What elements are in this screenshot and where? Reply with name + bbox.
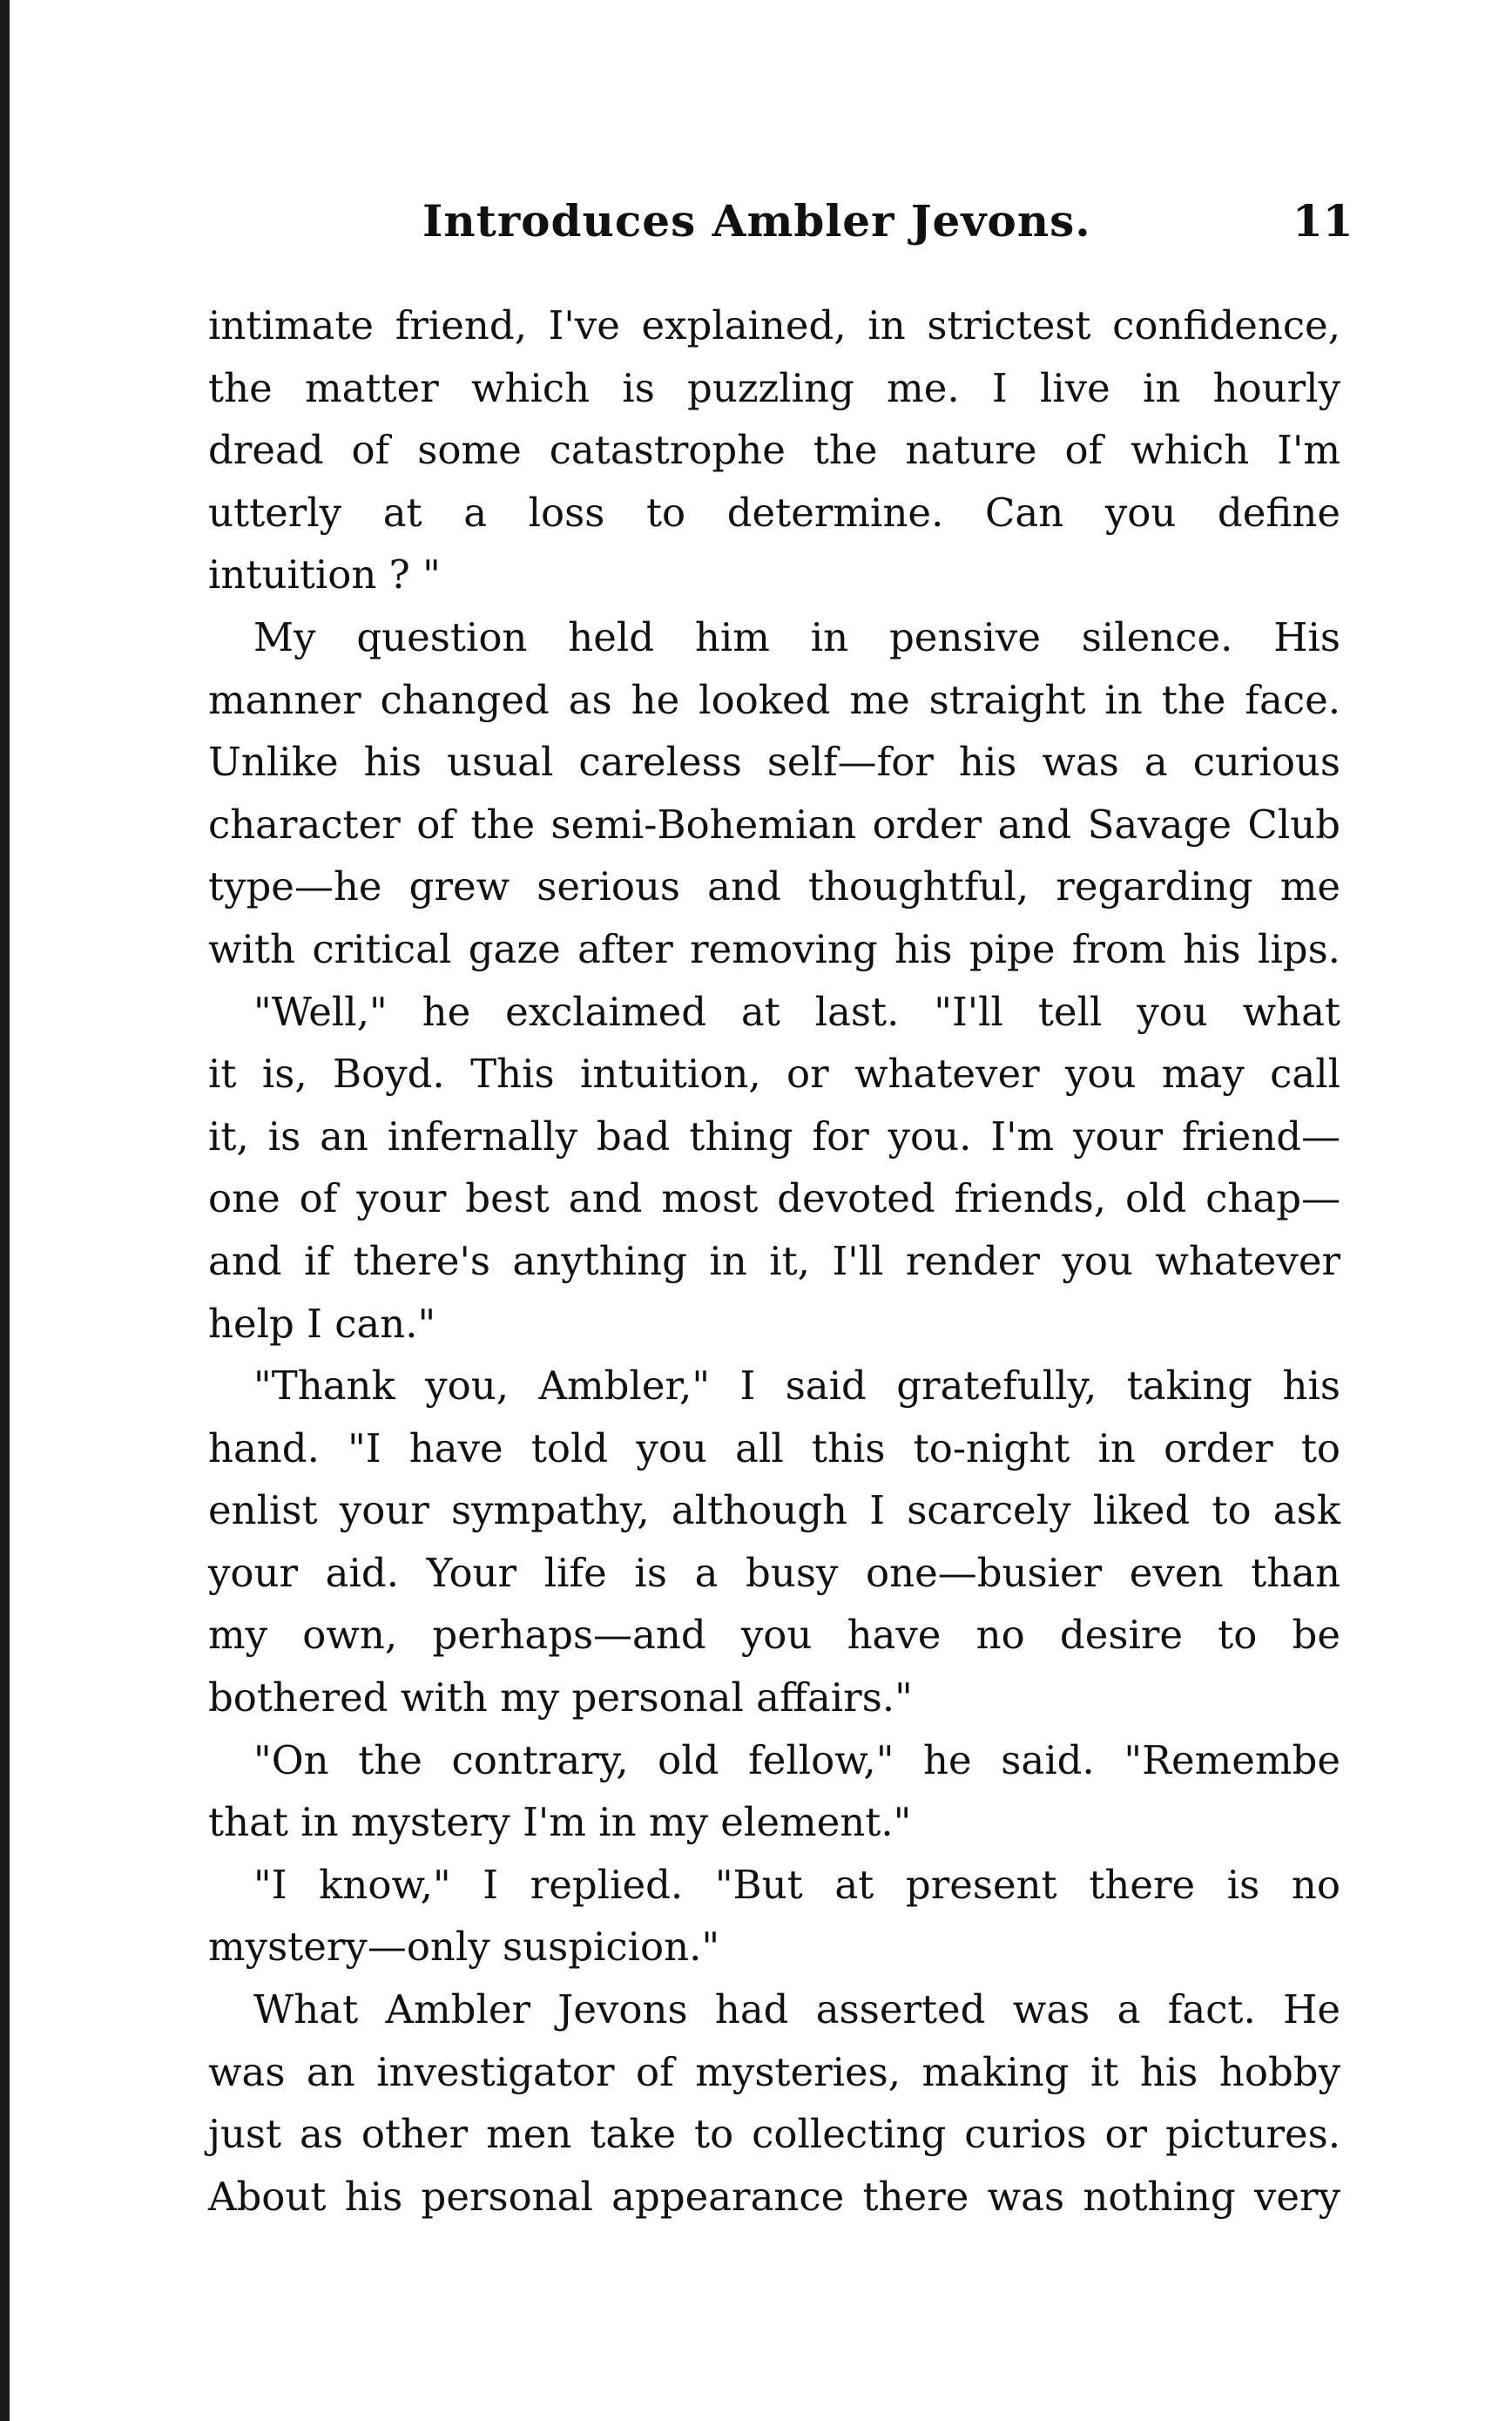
text-line: "On the contrary, old fellow," he said. "Remembe (253, 1736, 1340, 1783)
text-line: dread of some catastrophe the nature of which I'm (208, 427, 1340, 474)
text-line: bothered with my personal affairs." (208, 1674, 913, 1721)
text-line: What Ambler Jevons had asserted was a fact. He (253, 1986, 1340, 2033)
page-binding-edge (0, 0, 10, 2421)
text-line: hand. "I have told you all this to-night in order to (208, 1424, 1340, 1471)
text-line: Unlike his usual careless self—for his was a curious (208, 739, 1340, 786)
text-line: character of the semi-Bohemian order and Savage Club (208, 801, 1340, 848)
text-line: it is, Boyd. This intuition, or whatever you may call (208, 1051, 1340, 1098)
text-line: type—he grew serious and thoughtful, regarding me (208, 863, 1340, 910)
body-text (208, 294, 1340, 2228)
page-number: 11 (1293, 195, 1353, 247)
text-line: My question held him in pensive silence. His (253, 613, 1340, 660)
text-line: was an investigator of mysteries, making it his hobby (208, 2048, 1340, 2095)
text-line: intuition ? " (208, 551, 441, 598)
text-line: enlist your sympathy, although I scarcely liked to ask (208, 1487, 1340, 1534)
text-line: manner changed as he looked me straight in the face. (208, 676, 1340, 723)
text-line: the matter which is puzzling me. I live in hourly (208, 364, 1340, 411)
text-line: "I know," I replied. "But at present there is no (253, 1861, 1340, 1908)
text-line: "Well," he exclaimed at last. "I'll tell you what (253, 988, 1340, 1035)
text-line: About his personal appearance there was nothing very (208, 2173, 1340, 2220)
text-line: that in mystery I'm in my element." (208, 1799, 912, 1846)
text-line: help I can." (208, 1300, 436, 1347)
text-line: intimate friend, I've explained, in strictest confidence, (208, 302, 1340, 348)
text-line: just as other men take to collecting curios or pictures. (208, 2111, 1340, 2158)
running-title: Introduces Ambler Jevons. (422, 195, 1091, 247)
text-line: your aid. Your life is a busy one—busier even than (208, 1549, 1340, 1596)
text-line: and if there's anything in it, I'll render you whatever (208, 1237, 1340, 1284)
text-line: mystery—only suspicion." (208, 1924, 720, 1971)
text-line: my own, perhaps—and you have no desire to be (208, 1612, 1340, 1659)
text-line: one of your best and most devoted friends, old chap— (208, 1175, 1340, 1222)
text-line: it, is an infernally bad thing for you. I'm your friend— (208, 1112, 1340, 1160)
text-line: "Thank you, Ambler," I said gratefully, taking his (253, 1363, 1340, 1410)
text-line: utterly at a loss to determine. Can you define (208, 489, 1340, 536)
text-line: with critical gaze after removing his pipe from his lips. (208, 925, 1340, 972)
